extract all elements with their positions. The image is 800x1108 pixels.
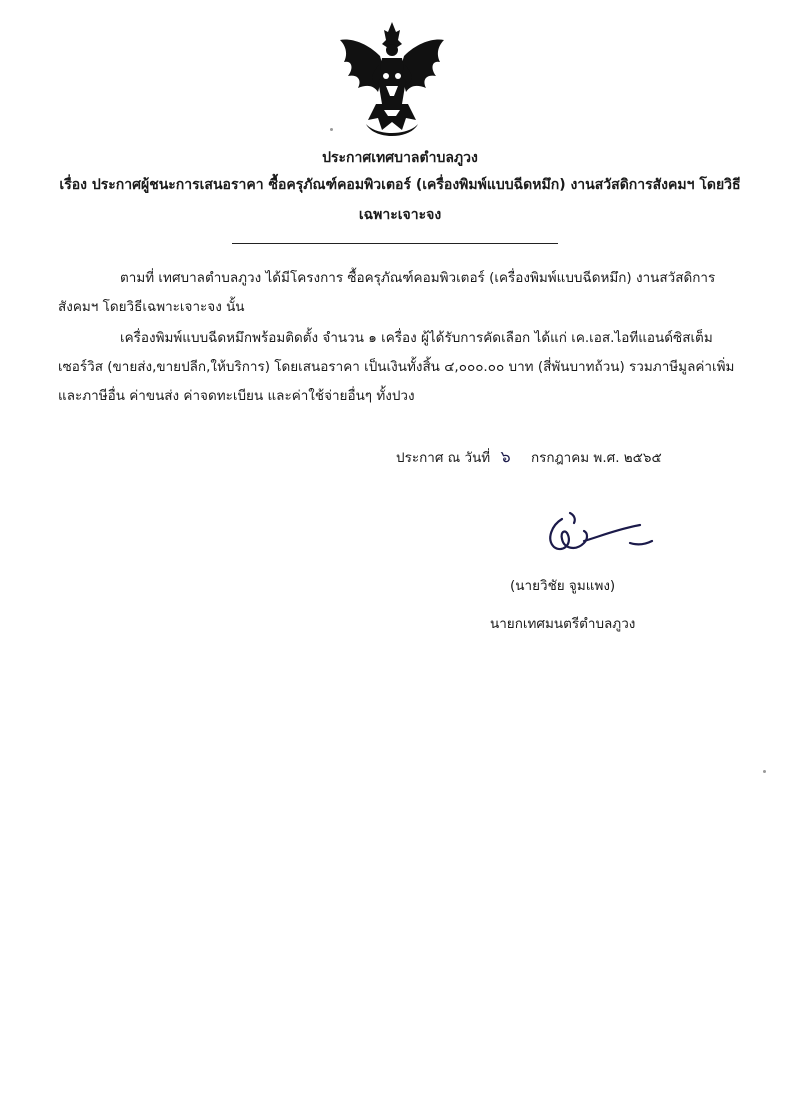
announcement-month-year: กรกฎาคม พ.ศ. ๒๕๖๕ xyxy=(530,450,662,466)
document-subject: เรื่อง ประกาศผู้ชนะการเสนอราคา ซื้อครุภัณฑ์คอมพิวเตอร์ (เครื่องพิมพ์แบบฉีดหมึก) งานสวัสดิการสังคมฯ โดยวิธีเฉพาะเจาะจง xyxy=(59,177,741,223)
announcement-prefix: ประกาศ ณ วันที่ xyxy=(396,450,491,466)
body-paragraph-2-text: เครื่องพิมพ์แบบฉีดหมึกพร้อมติดตั้ง จำนวน ๑ เครื่อง ผู้ได้รับการคัดเลือก ได้แก่ เค.เอส.ไอทีแอนด์ซิสเต็มเซอร์วิส (ขายส่ง,ขายปลีก,ให้บริการ) โดยเสนอราคา เป็นเงินทั้งสิ้น ๔,๐๐๐.๐๐ บาท (สี่พันบาทถ้วน) รวมภาษีมูลค่าเพิ่มและภาษีอื่น ค่าขนส่ง ค่าจดทะเบียน และค่าใช้จ่ายอื่นๆ ทั้งปวง xyxy=(58,330,735,404)
body-paragraph-1 xyxy=(58,264,748,322)
signer-name: (นายวิชัย จูมแพง) xyxy=(510,578,616,594)
announcement-date xyxy=(396,444,662,471)
document-title: ประกาศเทศบาลตำบลภูวง xyxy=(322,150,478,166)
garuda-emblem-icon xyxy=(336,20,448,142)
signer-position: นายกเทศมนตรีตำบลภูวง xyxy=(490,616,636,632)
scan-speck xyxy=(330,128,333,131)
scan-speck xyxy=(763,770,766,773)
body-paragraph-1-text: ตามที่ เทศบาลตำบลภูวง ได้มีโครงการ ซื้อครุภัณฑ์คอมพิวเตอร์ (เครื่องพิมพ์แบบฉีดหมึก) งานสวัสดิการสังคมฯ โดยวิธีเฉพาะเจาะจง นั้น xyxy=(58,270,716,315)
handwritten-signature-icon xyxy=(540,505,660,565)
announcement-day: ๖ xyxy=(500,447,511,466)
title-divider xyxy=(232,243,558,244)
body-paragraph-2 xyxy=(58,324,748,411)
